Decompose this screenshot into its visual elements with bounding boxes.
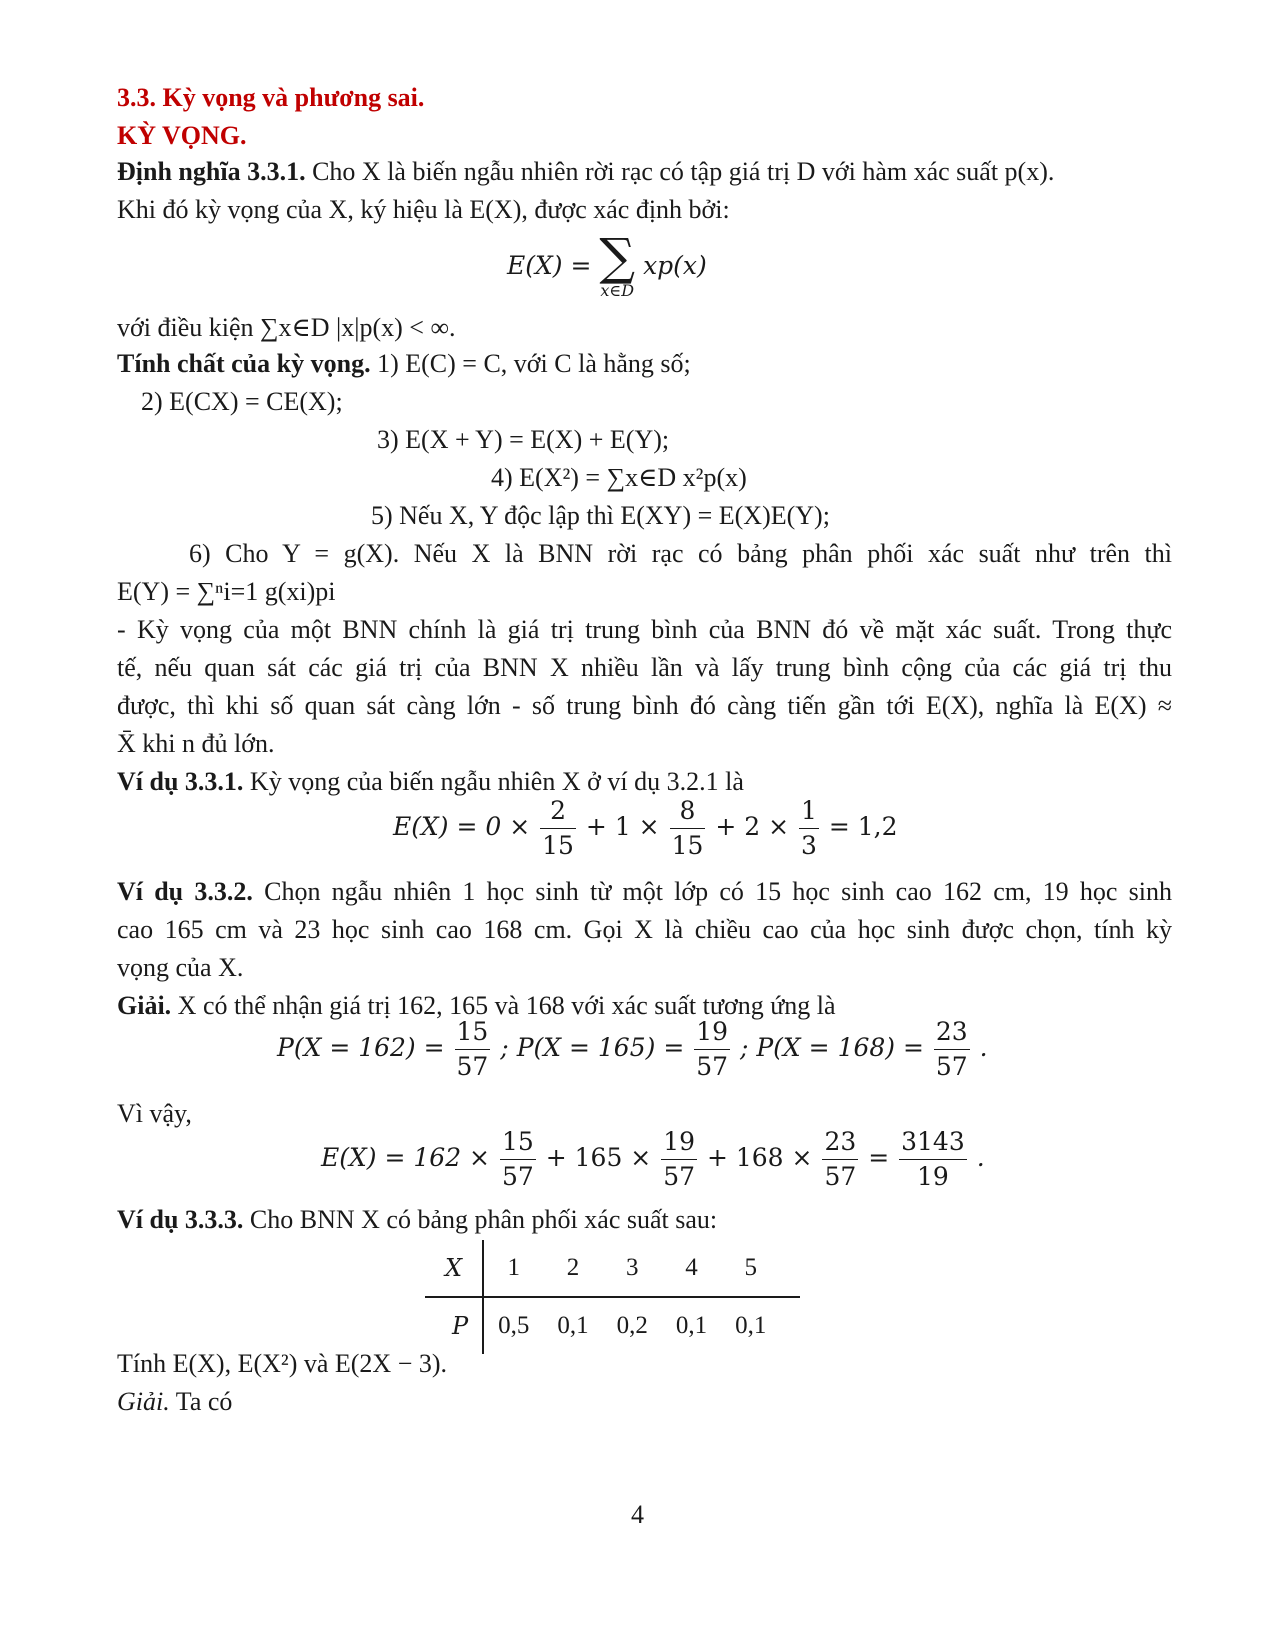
ex1-fraction-1 (540, 794, 576, 863)
ex1-num-1: 2 (540, 794, 576, 829)
prob-2-fraction (694, 1015, 730, 1084)
ex1-rhs: = 1,2 (828, 812, 898, 841)
ex2-mid-2: + 168 × (706, 1143, 813, 1172)
ex2-den-3: 57 (824, 1162, 857, 1191)
sigma-glyph: ∑ (599, 228, 636, 286)
prob-3-lhs: ; P(X = 168) = (739, 1033, 924, 1062)
example-2-line-3: vọng của X. (117, 953, 244, 982)
properties-label: Tính chất của kỳ vọng. (117, 349, 371, 378)
page-number: 4 (631, 1500, 644, 1529)
prob-2-lhs: P(X = 165) = (516, 1033, 685, 1062)
table-cell-x-5: 5 (721, 1240, 800, 1297)
prob-end: . (979, 1033, 988, 1062)
sum-symbol (599, 228, 636, 300)
section-title: 3.3. Kỳ vọng và phương sai. (117, 83, 425, 112)
property-5: 5) Nếu X, Y độc lập thì E(XY) = E(X)E(Y); (371, 501, 830, 530)
ex2-end: . (976, 1143, 985, 1172)
ex1-den-3: 3 (801, 831, 817, 860)
table-cell-p-5: 0,1 (735, 1312, 767, 1339)
example-3-label: Ví dụ 3.3.3. (117, 1205, 244, 1234)
table-cell-x-3: 3 (603, 1240, 662, 1297)
prob-2-num: 19 (694, 1015, 730, 1050)
table-cell-x-2: 2 (543, 1240, 602, 1297)
therefore-line: Vì vậy, (117, 1099, 192, 1128)
example-2-solution-label: Giải. (117, 991, 172, 1020)
ex2-result-num: 3143 (899, 1125, 967, 1160)
property-1: 1) E(C) = C, với C là hằng số; (377, 349, 691, 378)
sum-index: x∈D (600, 281, 635, 300)
example-1-formula (393, 792, 898, 863)
prob-3-num: 23 (934, 1015, 970, 1050)
ex2-fraction-1 (500, 1125, 536, 1194)
example-3-question: Tính E(X), E(X²) và E(2X − 3). (117, 1349, 448, 1378)
ex2-num-3: 23 (822, 1125, 858, 1160)
prob-1-fraction (455, 1015, 491, 1084)
table-header-p: P (425, 1297, 483, 1354)
table-cell-p-1: 0,5 (498, 1312, 530, 1339)
ex2-num-2: 19 (661, 1125, 697, 1160)
ex2-result-fraction (899, 1125, 967, 1194)
ex2-result-den: 19 (917, 1162, 949, 1191)
ex1-num-3: 1 (799, 794, 819, 829)
example-1-label: Ví dụ 3.3.1. (117, 767, 244, 796)
prob-2-den: 57 (696, 1052, 729, 1081)
table-cell-x-1: 1 (483, 1240, 543, 1297)
ex2-mid-1: + 165 × (545, 1143, 652, 1172)
ex1-den-1: 15 (542, 831, 574, 860)
ex2-fraction-3 (822, 1125, 858, 1194)
remark-line-4: X̄ khi n đủ lớn. (117, 729, 275, 758)
table-cell-p-4: 0,1 (675, 1312, 708, 1339)
remark-line-2: tế, nếu quan sát các giá trị của BNN X nhiều lần và lấy trung bình cộng của các giá trị thu (117, 653, 1172, 682)
prob-1-lhs: P(X = 162) = (277, 1033, 445, 1062)
ex1-num-2: 8 (670, 794, 706, 829)
prob-1-den: 57 (456, 1052, 489, 1081)
ex1-lhs: E(X) = 0 × (393, 812, 531, 841)
example-3-solution-label: Giải. (117, 1387, 170, 1416)
example-1-text: Kỳ vọng của biến ngẫu nhiên X ở ví dụ 3.2.1 là (249, 767, 744, 796)
remark-line-3: được, thì khi số quan sát càng lớn - số trung bình đó càng tiến gần tới E(X), nghĩa là E(X) ≈ (117, 691, 1172, 720)
example-2-solution-text: X có thể nhận giá trị 162, 165 và 168 với xác suất tương ứng là (177, 991, 836, 1020)
remark-line-1: - Kỳ vọng của một BNN chính là giá trị trung bình của BNN đó về mặt xác suất. Trong thực (117, 615, 1172, 644)
table-row-p (425, 1297, 800, 1354)
example-2-line-2: cao 165 cm và 23 học sinh cao 168 cm. Gọi X là chiều cao của học sinh được chọn, tính kỳ (117, 915, 1172, 944)
table-cell-p-3: 0,2 (616, 1312, 648, 1339)
prob-sep-1: ; (500, 1033, 509, 1062)
definition-label: Định nghĩa 3.3.1. (117, 157, 306, 186)
properties-line-1 (117, 348, 691, 380)
property-4: 4) E(X²) = ∑x∈D x²p(x) (491, 463, 747, 492)
ex2-eq: = (868, 1143, 890, 1172)
example-2-label: Ví dụ 3.3.2. (117, 877, 253, 906)
property-2: 2) E(CX) = CE(X); (141, 387, 343, 416)
ex1-mid-1: + 1 × (585, 812, 660, 841)
example-2-line-1 (117, 876, 1172, 908)
example-2-expectation (321, 1120, 985, 1196)
table-cell-x-4: 4 (662, 1240, 721, 1297)
formula-rhs: xp(x) (643, 251, 707, 280)
expectation-formula (507, 228, 707, 300)
property-6-line-2: E(Y) = ∑ⁿi=1 g(xi)pi (117, 577, 336, 606)
property-6-line-1: 6) Cho Y = g(X). Nếu X là BNN rời rạc có bảng phân phối xác suất như trên thì (189, 539, 1172, 568)
ex1-fraction-3 (799, 794, 819, 863)
table-header-x: X (425, 1240, 483, 1297)
ex2-lhs: E(X) = 162 × (321, 1143, 491, 1172)
ex1-mid-2: + 2 × (715, 812, 790, 841)
formula-lhs: E(X) = (507, 251, 592, 280)
definition-condition: với điều kiện ∑x∈D |x|p(x) < ∞. (117, 313, 456, 342)
property-3: 3) E(X + Y) = E(X) + E(Y); (377, 425, 670, 454)
prob-1-num: 15 (455, 1015, 491, 1050)
table-row-x (425, 1240, 800, 1297)
prob-3-den: 57 (935, 1052, 968, 1081)
subsection-title: KỲ VỌNG. (117, 121, 247, 150)
ex2-num-1: 15 (500, 1125, 536, 1160)
ex2-fraction-2 (661, 1125, 697, 1194)
prob-3-fraction (934, 1015, 970, 1084)
table-cell-p-2: 0,1 (557, 1312, 589, 1339)
example-3-solution (117, 1386, 232, 1418)
ex2-den-2: 57 (663, 1162, 696, 1191)
example-2-text-1: Chọn ngẫu nhiên 1 học sinh từ một lớp có 15 học sinh cao 162 cm, 19 học sinh (264, 877, 1173, 906)
definition-line-1 (117, 156, 1054, 188)
ex2-den-1: 57 (501, 1162, 534, 1191)
example-3-line (117, 1204, 717, 1236)
distribution-table-wrap (425, 1240, 800, 1354)
distribution-table (425, 1240, 800, 1354)
definition-line-2: Khi đó kỳ vọng của X, ký hiệu là E(X), được xác định bởi: (117, 195, 730, 224)
definition-text-1: Cho X là biến ngẫu nhiên rời rạc có tập giá trị D với hàm xác suất p(x). (312, 157, 1055, 186)
ex1-den-2: 15 (671, 831, 704, 860)
example-3-text: Cho BNN X có bảng phân phối xác suất sau: (249, 1205, 718, 1234)
ex1-fraction-2 (670, 794, 706, 863)
example-3-solution-text: Ta có (175, 1387, 233, 1416)
example-2-probabilities (277, 1010, 988, 1086)
